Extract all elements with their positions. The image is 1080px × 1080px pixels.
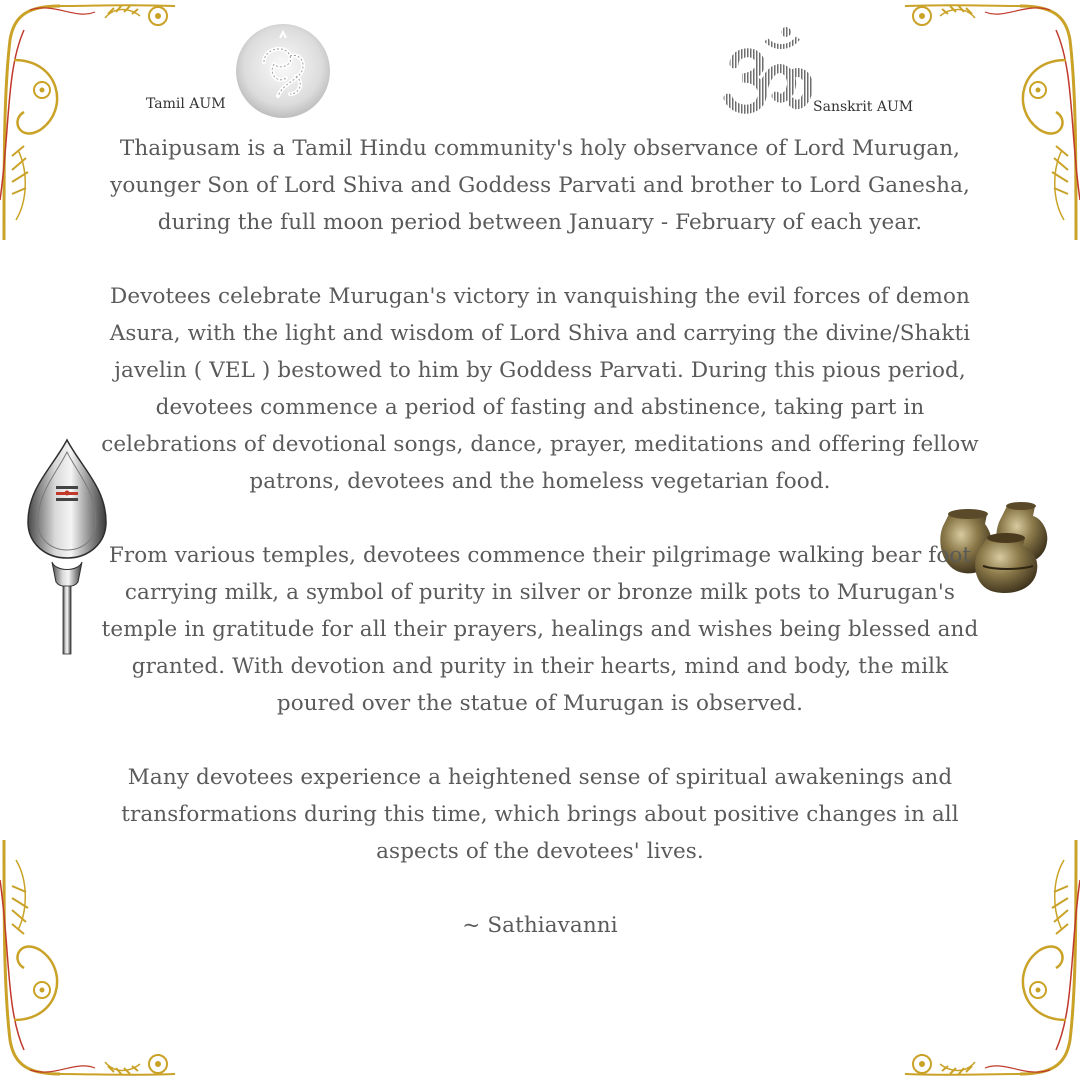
vel-spear-icon xyxy=(22,438,112,656)
sanskrit-aum-label: Sanskrit AUM xyxy=(813,99,914,115)
paragraph-awakening: Many devotees experience a heightened sense of spiritual awakenings and transformations during this time, which brings about positive changes in all aspects of the devotees' lives. xyxy=(121,765,959,864)
paragraph-pilgrimage: From various temples, devotees commence their pilgrimage walking bear foot carrying milk, a symbol of purity in silver or bronze milk pots to Murugan's temple in gratitude for all their prayers, healings and wishes being blessed and granted. With devotion and purity in their hearts, mind and body, the milk poured over the statue of Murugan is observed. xyxy=(101,543,979,716)
tamil-aum-label: Tamil AUM xyxy=(146,96,226,112)
tamil-aum-icon xyxy=(234,22,332,120)
paragraph-intro: Thaipusam is a Tamil Hindu community's holy observance of Lord Murugan, younger Son of Lord Shiva and Goddess Parvati and brother to Lord Ganesha, during the full moon period between January - February of each year. xyxy=(110,136,970,235)
paragraph-celebration: Devotees celebrate Murugan's victory in vanquishing the evil forces of demon Asura, with the light and wisdom of Lord Shiva and carrying the divine/Shakti javelin ( VEL ) bestowed to him by Goddess Parvati. During this pious period, devotees commence a period of fasting and abstinence, taking part in celebrations of devotional songs, dance, prayer, meditations and offering fellow patrons, devotees and the homeless vegetarian food. xyxy=(101,284,979,494)
om-icon xyxy=(720,24,816,120)
author-signature: ~ Sathiavanni xyxy=(462,913,618,938)
article-text xyxy=(100,130,980,944)
